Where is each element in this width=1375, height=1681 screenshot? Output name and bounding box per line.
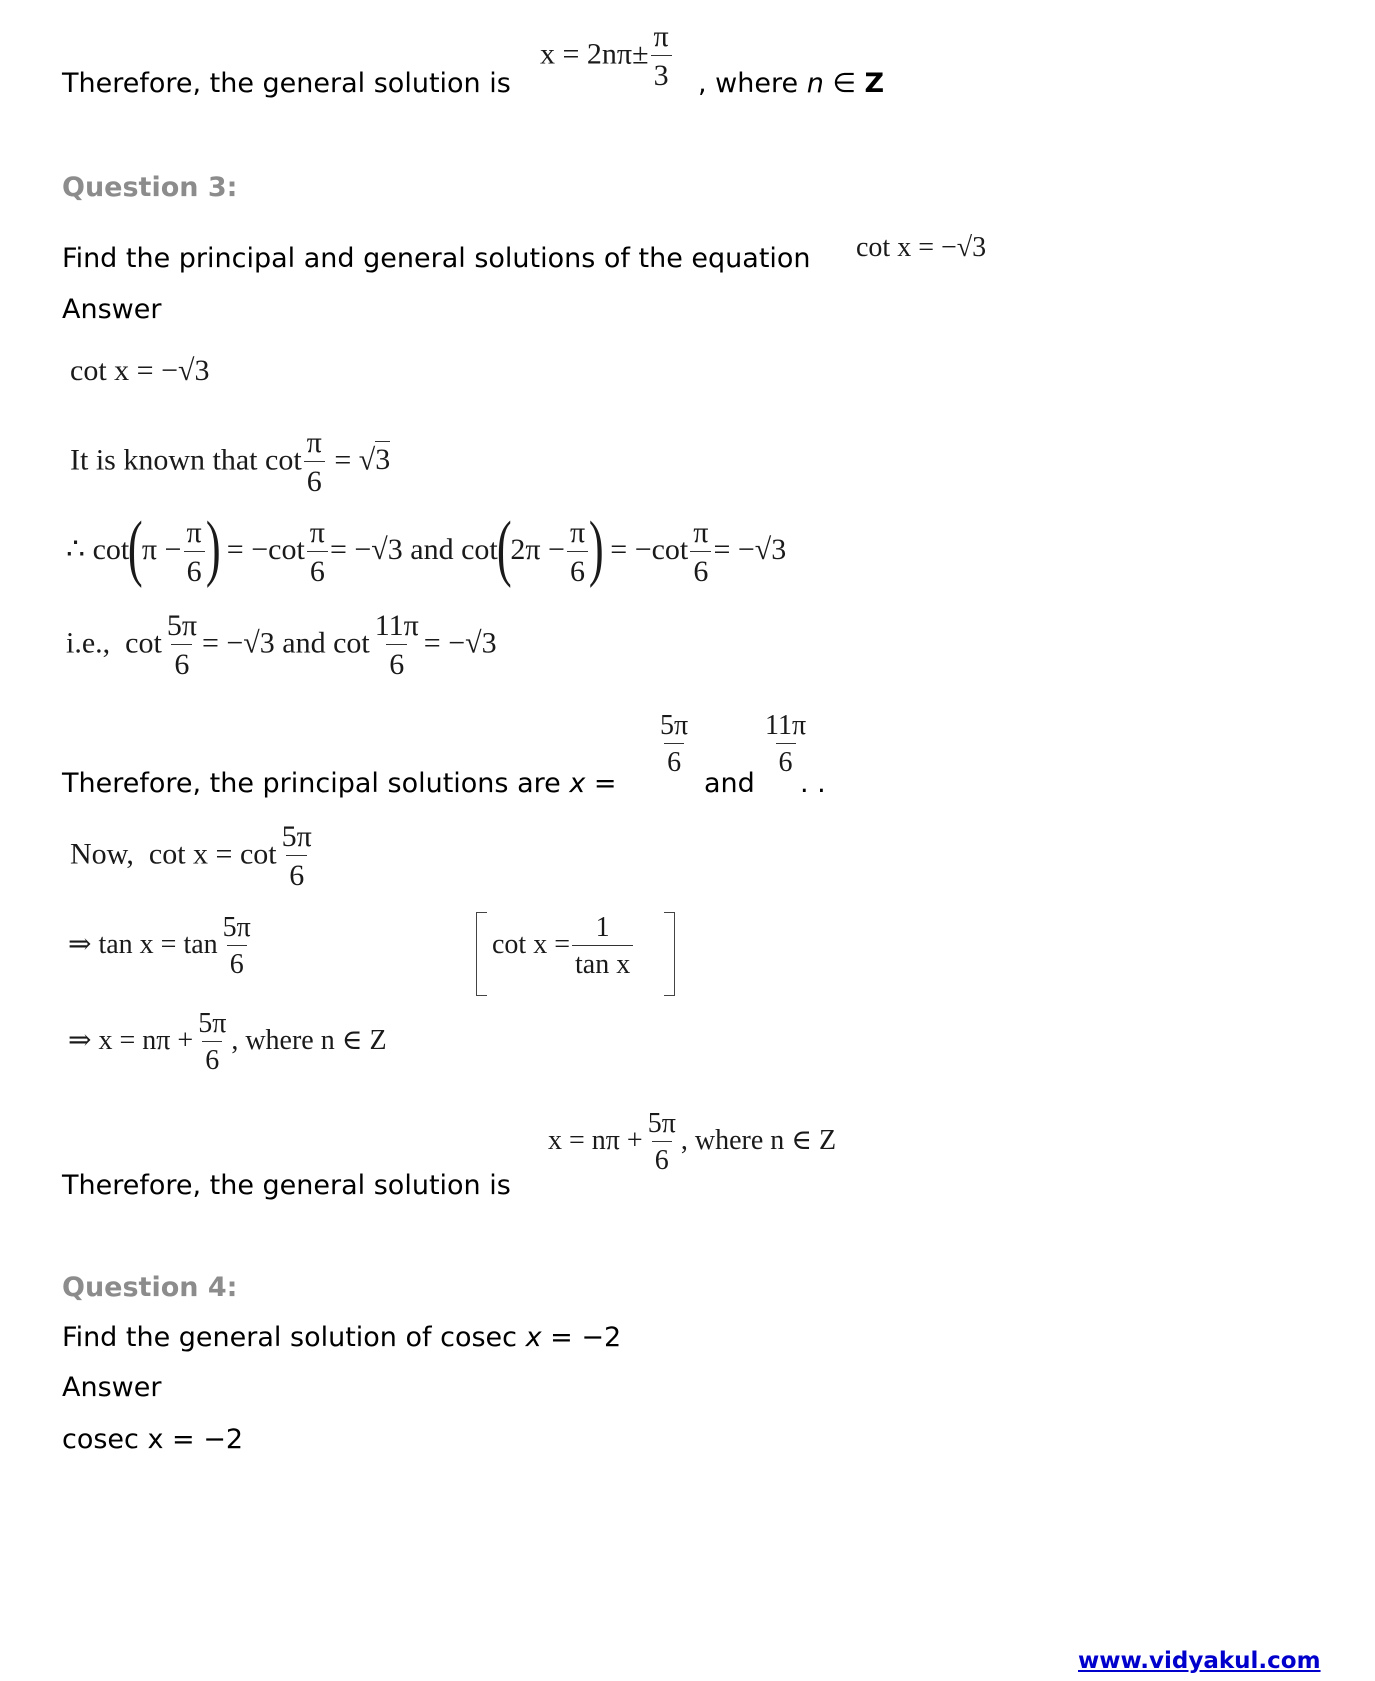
frac-num: 5π	[222, 912, 251, 943]
fraction	[372, 611, 422, 680]
frac-den: 6	[202, 1041, 222, 1075]
where-nz: , where n ∈ Z	[231, 1024, 387, 1056]
where-text: , where	[698, 68, 799, 99]
q3-prompt-equation: cot x = −√3	[856, 232, 987, 263]
equals: =	[334, 443, 352, 477]
fraction	[220, 914, 254, 979]
q3-principal-text	[62, 768, 617, 799]
q3-general-text: Therefore, the general solution is	[62, 1170, 511, 1201]
q3-ie-line	[66, 611, 497, 680]
q4-answer-label: Answer	[62, 1372, 162, 1403]
known-text: It is known that	[70, 443, 258, 477]
frac-num: 5π	[647, 1108, 676, 1139]
q3-period: . .	[800, 768, 826, 799]
general-lhs: x = nπ +	[548, 1124, 643, 1156]
pi-minus: π −	[141, 532, 182, 566]
frac-den: 6	[286, 855, 307, 891]
frac-den: 6	[567, 551, 588, 587]
formula-lhs: x = 2nπ±	[540, 37, 649, 71]
frac-den: 6	[776, 743, 796, 777]
prev-general-formula	[540, 22, 674, 91]
and-cot: and cot	[410, 532, 498, 566]
frac-num: π	[186, 515, 202, 549]
fraction	[645, 1110, 679, 1175]
equals: =	[593, 768, 617, 799]
question-4-heading: Question 4:	[62, 1272, 238, 1303]
fraction	[657, 712, 691, 777]
frac-den: 6	[304, 461, 325, 497]
q3-and-word: and	[704, 768, 755, 799]
question-3-heading: Question 3:	[62, 172, 238, 203]
frac-num: 5π	[281, 820, 312, 853]
fraction	[195, 1010, 229, 1075]
frac-num: 1	[595, 912, 610, 943]
now-text: Now,	[70, 837, 134, 871]
frac-den: 6	[184, 551, 205, 587]
q4-eq-cosec: cosec x = −2	[62, 1424, 244, 1455]
two-pi-minus: 2π −	[510, 532, 565, 566]
neg-sqrt3: = −√3	[201, 626, 275, 660]
equals-neg-cot: = −cot	[226, 532, 305, 566]
q3-known-line: It is known that cot $\frac{\pi}{6}$ = √3	[70, 426, 391, 498]
prompt-text: Find the general solution of cosec	[62, 1322, 517, 1353]
frac-den: 6	[664, 743, 684, 777]
paren-close: )	[205, 507, 221, 589]
q3-eq-cot-x: cot x = −√3	[70, 354, 210, 387]
frac-num: 11π	[374, 609, 419, 642]
prev-where-clause	[698, 68, 884, 99]
integers-set: Z	[864, 68, 885, 99]
frac-den: 6	[386, 644, 407, 680]
frac-den: 6	[690, 551, 711, 587]
implies-x: ⇒ x = nπ +	[68, 1024, 194, 1056]
radicand: 3	[375, 443, 391, 477]
neg-sqrt3: = −√3	[423, 626, 497, 660]
fraction	[164, 611, 200, 680]
frac-num: π	[653, 20, 669, 53]
fraction	[572, 914, 633, 979]
fraction	[307, 515, 328, 588]
paren-open: (	[128, 507, 143, 589]
bracket-left	[476, 912, 487, 996]
q3-implies-tan	[68, 914, 256, 979]
fraction	[567, 515, 588, 588]
cot-word: cot	[265, 443, 302, 477]
fraction	[651, 22, 672, 91]
frac-num: 11π	[765, 710, 807, 741]
q3-answer-label: Answer	[62, 294, 162, 325]
fraction	[690, 515, 711, 588]
fraction	[183, 515, 204, 588]
principal-text: Therefore, the principal solutions are	[62, 768, 561, 799]
frac-num: 5π	[166, 609, 197, 642]
frac-den: tan x	[572, 945, 633, 979]
q3-implies-x	[68, 1010, 387, 1075]
cot-word: cot	[125, 626, 162, 660]
neg-sqrt3: = −√3	[713, 532, 787, 566]
frac-den: 6	[227, 945, 247, 979]
prev-general-text: Therefore, the general solution is	[62, 68, 511, 99]
q3-general-formula	[548, 1110, 836, 1175]
frac-num: π	[569, 515, 586, 549]
where-nz: , where n ∈ Z	[680, 1124, 837, 1156]
therefore-symbol: ∴	[66, 532, 86, 566]
frac-num: π	[309, 515, 325, 549]
frac-num: π	[693, 515, 709, 549]
element-of: ∈	[832, 68, 856, 99]
fraction	[304, 428, 325, 497]
ie-text: i.e.,	[66, 626, 111, 660]
vidyakul-link[interactable]: www.vidyakul.com	[1078, 1648, 1321, 1674]
frac-den: 6	[171, 644, 192, 680]
x-var: x	[569, 768, 586, 799]
frac-den: 3	[651, 55, 672, 91]
q3-principal-five-pi	[655, 712, 693, 777]
bracket-lhs: cot x =	[492, 928, 570, 960]
prompt-rhs: = −2	[550, 1322, 622, 1353]
frac-num: 5π	[660, 710, 689, 741]
q3-therefore-line	[66, 507, 787, 589]
x-var: x	[525, 1322, 542, 1353]
q3-now-line	[70, 822, 317, 891]
frac-den: 6	[307, 551, 328, 587]
equals-neg-cot: = −cot	[610, 532, 689, 566]
frac-num: 5π	[198, 1008, 227, 1039]
now-eq: cot x = cot	[148, 837, 277, 871]
bracket-right	[664, 912, 675, 996]
n-var: n	[806, 68, 824, 99]
implies-tan: ⇒ tan x = tan	[68, 928, 218, 960]
neg-sqrt3: = −√3	[329, 532, 403, 566]
fraction	[279, 822, 315, 891]
cot-word: cot	[92, 532, 130, 566]
frac-num: π	[306, 426, 322, 459]
and-cot: and cot	[282, 626, 370, 660]
q4-prompt	[62, 1322, 621, 1353]
frac-den: 6	[652, 1141, 672, 1175]
paren-open: (	[496, 507, 512, 589]
q3-prompt: Find the principal and general solutions of the equation	[62, 243, 811, 274]
q3-bracket-identity	[492, 914, 635, 979]
paren-close: )	[589, 507, 604, 589]
